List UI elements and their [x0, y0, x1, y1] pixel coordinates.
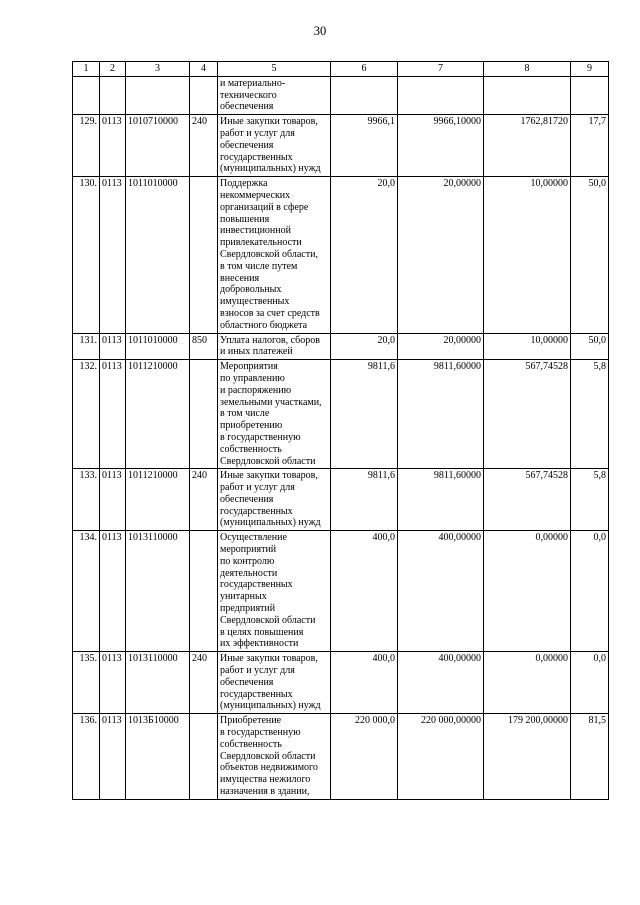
- table-row: [73, 115, 609, 177]
- column-header: 8: [484, 62, 571, 77]
- table-header-row: [73, 62, 609, 77]
- item-name: Поддержка некоммерческих организаций в сфере повышения инвестиционной привлекательности Свердловской области, в том числе путем внесения добровольных имущественных взносов за счет средств областного бюджета: [218, 177, 331, 333]
- row-number: 130.: [73, 177, 100, 333]
- row-number: 135.: [73, 652, 100, 714]
- row-number: 131.: [73, 333, 100, 360]
- value-col9: 0,0: [571, 531, 609, 652]
- item-name: Иные закупки товаров, работ и услуг для обеспечения государственных (муниципальных) нужд: [218, 115, 331, 177]
- expense-type: [190, 76, 218, 114]
- value-col6: 20,0: [331, 177, 398, 333]
- value-col9: 5,8: [571, 469, 609, 531]
- value-col9: 5,8: [571, 360, 609, 469]
- item-name: Приобретение в государственную собственность Свердловской области объектов недвижимого имущества нежилого назначения в здании,: [218, 714, 331, 800]
- item-name: Иные закупки товаров, работ и услуг для обеспечения государственных (муниципальных) нужд: [218, 469, 331, 531]
- item-name: Осуществление мероприятий по контролю деятельности государственных унитарных предприятий Свердловской области в целях повышения их эффективности: [218, 531, 331, 652]
- table-row: [73, 531, 609, 652]
- section-code: 0113: [100, 531, 126, 652]
- section-code: 0113: [100, 714, 126, 800]
- value-col7: 20,00000: [398, 177, 484, 333]
- table-row: [73, 714, 609, 800]
- value-col8: 0,00000: [484, 652, 571, 714]
- target-code: 1011210000: [126, 360, 190, 469]
- row-number: 134.: [73, 531, 100, 652]
- column-header: 1: [73, 62, 100, 77]
- row-number: 136.: [73, 714, 100, 800]
- value-col8: 1762,81720: [484, 115, 571, 177]
- row-number: 132.: [73, 360, 100, 469]
- column-header: 2: [100, 62, 126, 77]
- section-code: 0113: [100, 652, 126, 714]
- target-code: [126, 76, 190, 114]
- value-col6: 9966,1: [331, 115, 398, 177]
- column-header: 5: [218, 62, 331, 77]
- row-number: [73, 76, 100, 114]
- expense-type: 850: [190, 333, 218, 360]
- budget-table: [72, 61, 609, 800]
- section-code: 0113: [100, 177, 126, 333]
- value-col8: 179 200,00000: [484, 714, 571, 800]
- column-header: 4: [190, 62, 218, 77]
- value-col9: 50,0: [571, 333, 609, 360]
- value-col8: 10,00000: [484, 177, 571, 333]
- value-col7: 20,00000: [398, 333, 484, 360]
- column-header: 3: [126, 62, 190, 77]
- value-col6: 9811,6: [331, 469, 398, 531]
- value-col7: [398, 76, 484, 114]
- table-row: [73, 469, 609, 531]
- row-number: 133.: [73, 469, 100, 531]
- value-col9: 17,7: [571, 115, 609, 177]
- section-code: 0113: [100, 469, 126, 531]
- value-col9: 0,0: [571, 652, 609, 714]
- section-code: 0113: [100, 333, 126, 360]
- column-header: 6: [331, 62, 398, 77]
- expense-type: [190, 177, 218, 333]
- value-col8: 10,00000: [484, 333, 571, 360]
- value-col8: 567,74528: [484, 469, 571, 531]
- table-row: [73, 177, 609, 333]
- column-header: 7: [398, 62, 484, 77]
- target-code: 1013110000: [126, 531, 190, 652]
- expense-type: [190, 360, 218, 469]
- value-col7: 9966,10000: [398, 115, 484, 177]
- section-code: 0113: [100, 360, 126, 469]
- value-col9: 81,5: [571, 714, 609, 800]
- expense-type: 240: [190, 469, 218, 531]
- value-col7: 9811,60000: [398, 360, 484, 469]
- value-col7: 220 000,00000: [398, 714, 484, 800]
- row-number: 129.: [73, 115, 100, 177]
- value-col7: 9811,60000: [398, 469, 484, 531]
- target-code: 1013110000: [126, 652, 190, 714]
- item-name: и материально- технического обеспечения: [218, 76, 331, 114]
- item-name: Уплата налогов, сборов и иных платежей: [218, 333, 331, 360]
- item-name: Мероприятия по управлению и распоряжению земельными участками, в том числе приобретению в государственную собственность Свердловской области: [218, 360, 331, 469]
- value-col6: 400,0: [331, 652, 398, 714]
- section-code: [100, 76, 126, 114]
- value-col7: 400,00000: [398, 652, 484, 714]
- target-code: 1011010000: [126, 333, 190, 360]
- table-row: [73, 360, 609, 469]
- table-row: [73, 333, 609, 360]
- value-col8: 567,74528: [484, 360, 571, 469]
- target-code: 1011210000: [126, 469, 190, 531]
- value-col8: 0,00000: [484, 531, 571, 652]
- value-col6: [331, 76, 398, 114]
- value-col9: [571, 76, 609, 114]
- target-code: 1013Б10000: [126, 714, 190, 800]
- target-code: 1011010000: [126, 177, 190, 333]
- page-number: 30: [313, 24, 327, 38]
- value-col6: 20,0: [331, 333, 398, 360]
- column-header: 9: [571, 62, 609, 77]
- value-col6: 220 000,0: [331, 714, 398, 800]
- expense-type: 240: [190, 115, 218, 177]
- expense-type: [190, 714, 218, 800]
- value-col6: 9811,6: [331, 360, 398, 469]
- value-col7: 400,00000: [398, 531, 484, 652]
- item-name: Иные закупки товаров, работ и услуг для обеспечения государственных (муниципальных) нужд: [218, 652, 331, 714]
- table-row: [73, 652, 609, 714]
- section-code: 0113: [100, 115, 126, 177]
- value-col8: [484, 76, 571, 114]
- target-code: 1010710000: [126, 115, 190, 177]
- value-col9: 50,0: [571, 177, 609, 333]
- expense-type: 240: [190, 652, 218, 714]
- value-col6: 400,0: [331, 531, 398, 652]
- table-row: [73, 76, 609, 114]
- expense-type: [190, 531, 218, 652]
